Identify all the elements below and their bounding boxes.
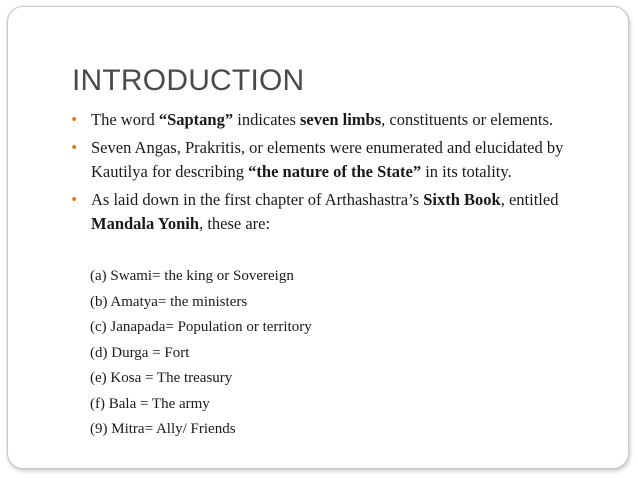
bold-text-run: “the nature of the State”: [248, 162, 422, 181]
text-run: , constituents or elements.: [381, 110, 553, 129]
bullet-marker-icon: •: [70, 112, 79, 128]
bullet-item: [70, 188, 600, 236]
limb-item-swami: (a) Swami= the king or Sovereign: [90, 268, 294, 284]
limb-item-mitra: (9) Mitra= Ally/ Friends: [90, 421, 236, 437]
slide-title: INTRODUCTION: [72, 64, 305, 97]
text-run: in its totality.: [421, 162, 512, 181]
text-run: The word: [91, 110, 159, 129]
bold-text-run: Sixth Book: [423, 190, 501, 209]
limb-item-durga: (d) Durga = Fort: [90, 344, 190, 361]
text-run: Seven Angas, Prakritis, or elements were enumerated and elucidated by Kautilya for describing: [91, 138, 564, 181]
limb-item-janapada: (c) Janapada= Population or territory: [90, 319, 312, 335]
bullet-item: [70, 136, 600, 184]
text-run: , entitled: [500, 190, 559, 209]
limb-item-bala: (f) Bala = The army: [90, 395, 210, 412]
limb-item-kosa: (e) Kosa = The treasury: [90, 370, 233, 386]
bullet-text: [91, 110, 553, 129]
bullet-item: [70, 108, 600, 132]
bullet-text: [91, 190, 558, 233]
bullet-marker-icon: •: [70, 192, 79, 208]
bold-text-run: Mandala Yonih: [91, 214, 200, 233]
bold-text-run: “Saptang”: [158, 110, 234, 129]
text-run: As laid down in the first chapter of Arthashastra’s: [91, 190, 424, 209]
bold-text-run: seven limbs: [300, 110, 382, 129]
limbs-list: [90, 264, 312, 443]
bullet-list: [70, 108, 600, 240]
bullet-text: [91, 138, 563, 181]
limb-item-amatya: (b) Amatya= the ministers: [90, 293, 248, 310]
bullet-marker-icon: •: [70, 140, 79, 156]
text-run: indicates: [233, 110, 301, 129]
text-run: , these are:: [199, 214, 271, 233]
